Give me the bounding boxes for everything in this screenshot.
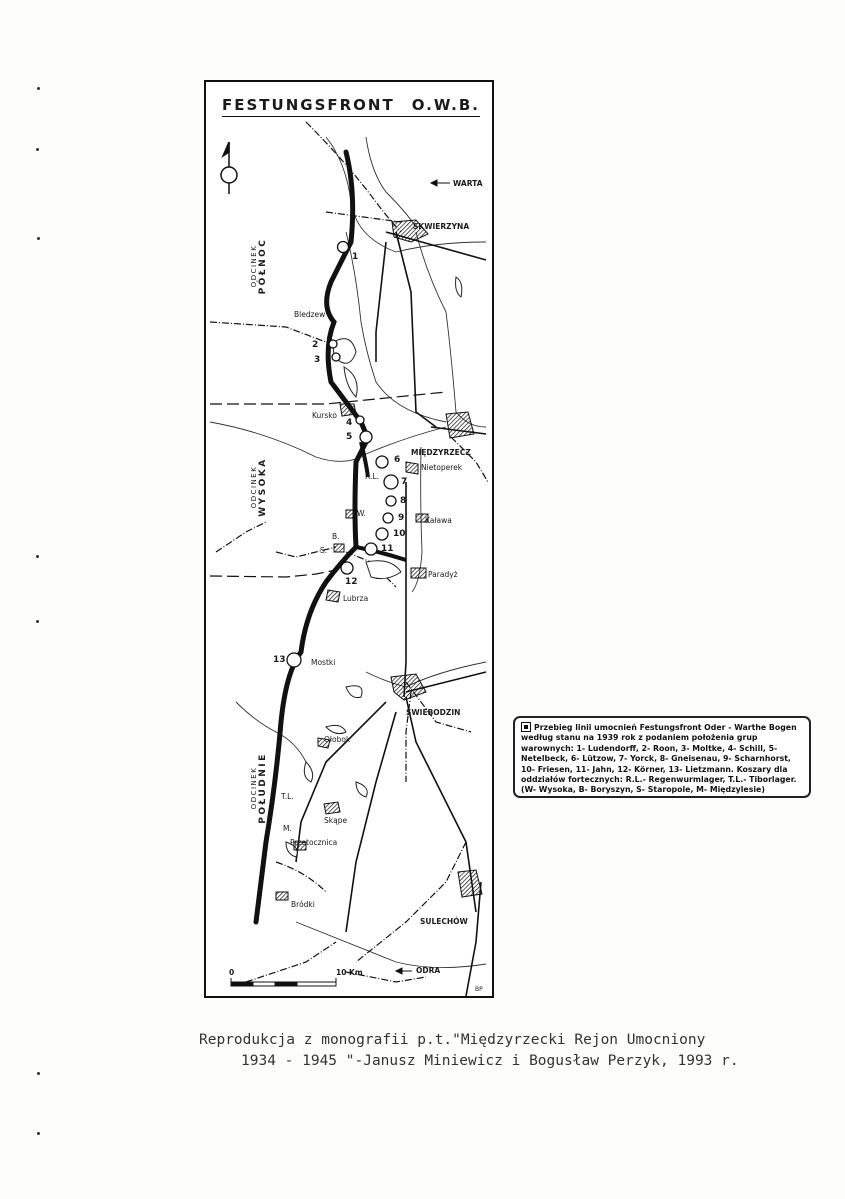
- group-number: 8: [400, 496, 407, 506]
- scale-label-ten: 10 Km: [336, 968, 363, 977]
- caption-line-2: 1934 - 1945 "-Janusz Miniewicz i Bogusław Perzyk, 1993 r.: [241, 1053, 739, 1069]
- margin-dot: [37, 237, 40, 240]
- marker-label-w: W.: [357, 509, 366, 518]
- town-label-mostki: Mostki: [311, 658, 336, 667]
- map-title-right: O.W.B.: [411, 96, 480, 114]
- margin-dot: [37, 1132, 40, 1135]
- town-label-kalawa: Kaława: [425, 516, 452, 525]
- map-title: [222, 96, 480, 117]
- town-label-nietoperek: Nietoperek: [421, 463, 463, 472]
- town-label-kursko: Kursko: [312, 411, 337, 420]
- group-number: 2: [312, 340, 319, 350]
- marker-label-rl: R.L.: [365, 472, 379, 481]
- group-number: 4: [346, 418, 353, 428]
- map-drawing: [206, 82, 492, 996]
- sector-label-north: [250, 226, 268, 306]
- sector-label-wysoka: [250, 447, 268, 527]
- margin-dot: [36, 148, 39, 151]
- group-number: 1: [352, 252, 359, 262]
- town-label-skape: Skąpe: [324, 816, 348, 825]
- marker-label-b: B.: [332, 532, 340, 541]
- group-number: 6: [394, 455, 401, 465]
- sector-label-big: POŁUDNIE: [258, 752, 268, 824]
- sector-label-big: PÓŁNOC: [258, 237, 268, 295]
- town-label-swiebodzin: ŚWIEBODZIN: [406, 708, 461, 717]
- group-number: 5: [346, 432, 353, 442]
- scale-bar: [231, 978, 336, 986]
- legend-text: Przebieg linii umocnień Festungsfront Oder - Warthe Bogen według stanu na 1939 rok z podaniem położenia grup warownych: 1- Ludendorff, 2- Roon, 3- Moltke, 4- Schill, 5- Netelbeck, 6- Lützow, 7- Yorck, 8- Gneisenau, 9- Scharnhorst, 10- Friesen, 11- Jahn, 12- Körner, 13- Lietzmann. Koszary dla oddziałów fortecznych: R.L.- Regenwurmlager, T.L.- Tiborlager. (W- Wysoka, B- Boryszyn, S- Staropole, M- Międzylesie): [521, 723, 797, 795]
- town-label-lubrza: Lubrza: [343, 594, 369, 603]
- margin-dot: [37, 1072, 40, 1075]
- group-number: 13: [273, 655, 286, 665]
- town-label-paradyz: Paradyż: [428, 570, 458, 579]
- margin-dot: [37, 87, 40, 90]
- group-number: 7: [401, 477, 408, 487]
- sector-label-small: ODCINEK: [250, 465, 258, 509]
- legend-marker-icon: [521, 722, 531, 732]
- town-label-sulechow: SULECHÓW: [420, 917, 468, 926]
- town-label-skwierzyna: SKWIERZYNA: [413, 222, 470, 231]
- group-number: 10: [393, 529, 406, 539]
- road: [296, 232, 486, 996]
- margin-dot: [36, 620, 39, 623]
- marker-label-m: M.: [283, 824, 292, 833]
- town-label-bledzew: Bledzew: [294, 310, 326, 319]
- scale-label-zero: 0: [229, 968, 235, 977]
- sector-label-big: WYSOKA: [258, 457, 268, 517]
- sector-label-small: ODCINEK: [250, 244, 258, 288]
- caption: [199, 1030, 839, 1072]
- map-title-left: FESTUNGSFRONT: [222, 96, 395, 114]
- town-label-miedzyrzecz: MIĘDZYRZECZ: [411, 448, 471, 457]
- marker-label-tl: T.L.: [281, 792, 294, 801]
- group-number: 9: [398, 513, 405, 523]
- town-label-warta: WARTA: [453, 179, 483, 188]
- group-number: 11: [381, 544, 394, 554]
- fortification-line: [256, 152, 368, 922]
- group-number: 3: [314, 355, 321, 365]
- sector-label-south: [250, 743, 268, 833]
- town-block: [276, 220, 482, 900]
- town-label-przetocznica: Przetocznica: [290, 838, 338, 847]
- marker-label-s: S.: [320, 546, 328, 555]
- map-frame: [204, 80, 494, 998]
- sector-label-small: ODCINEK: [250, 766, 258, 810]
- town-label-olobok: Ołobok: [324, 735, 351, 744]
- north-arrow-icon: [221, 142, 237, 194]
- group-number: 12: [345, 577, 358, 587]
- town-label-brodki: Bródki: [291, 900, 315, 909]
- caption-line-1: Reprodukcja z monografii p.t."Międzyrzecki Rejon Umocniony: [199, 1032, 706, 1048]
- margin-dot: [36, 555, 39, 558]
- river-label-odra: ODRA: [416, 966, 441, 975]
- author-signature: BP: [475, 986, 483, 993]
- lake: [286, 277, 462, 857]
- legend-box: [513, 716, 811, 798]
